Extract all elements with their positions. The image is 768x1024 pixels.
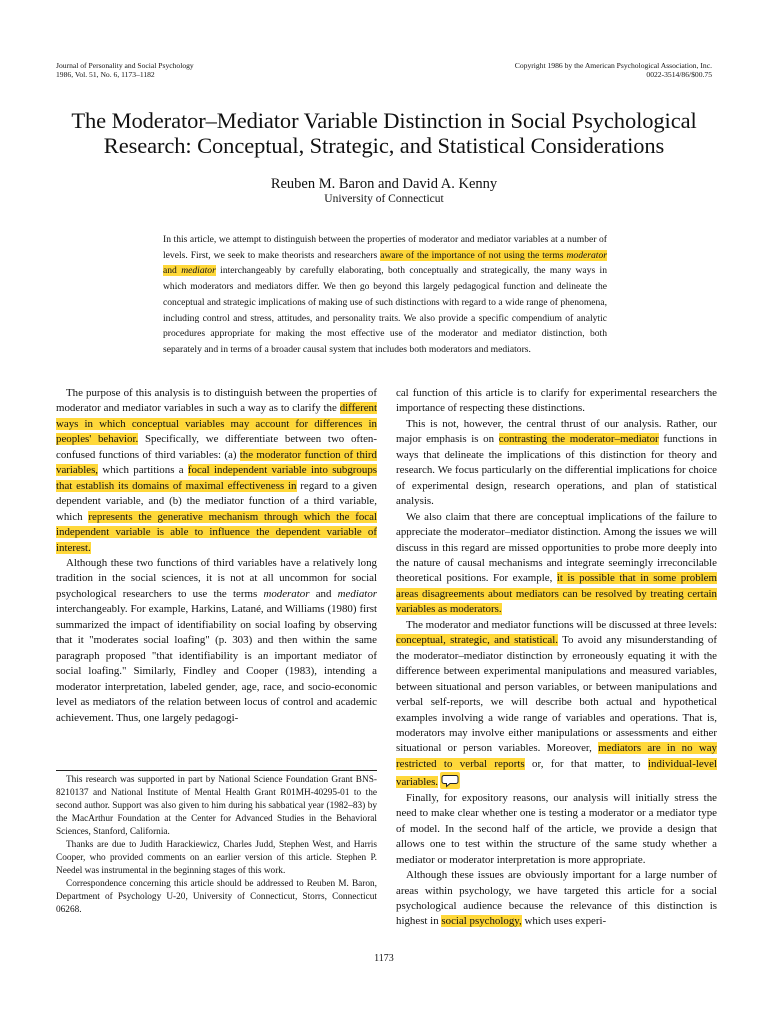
paragraph: The purpose of this analysis is to distinguish between the properties of moderator and mediator variables in such a way as to clarify the different ways in which conceptual variables may account for differences in peoples' behavior. Specifically, we differentiate between two often-confused functions of third variables: (a) the moderator function of third variables, which partitions a focal independent variable into subgroups that establish its domains of maximal effectiveness in regard to a given dependent variable, and (b) the mediator function of a third variable, which represents the generative mechanism through which the focal independent variable is able to influence the dependent variable of interest. <box>56 387 377 554</box>
abstract-text: In this article, we attempt to distinguish between the properties of moderator and mediator variables at a number of levels. First, we seek to make theorists and researchers <box>163 234 607 261</box>
issn-line: 0022-3514/86/$00.75 <box>646 70 712 79</box>
footnotes <box>56 770 377 917</box>
highlight[interactable]: individual-level variables. <box>396 757 717 789</box>
copyright-notice <box>515 61 712 79</box>
highlight[interactable]: represents the generative mechanism through which the focal independent variable is able to influence the dependent variable of interest. <box>56 510 377 554</box>
authors: Reuben M. Baron and David A. Kenny <box>270 176 498 192</box>
page-number: 1173 <box>374 953 394 964</box>
journal-volume: 1986, Vol. 51, No. 6, 1173–1182 <box>56 70 155 79</box>
affiliation: University of Connecticut <box>324 193 444 205</box>
highlight[interactable]: contrasting the moderator–mediator <box>498 433 659 446</box>
footnote: Correspondence concerning this article should be addressed to Reuben M. Baron, Department of Psychology U-20, University of Connecticut, Storrs, Connecticut 06268. <box>56 879 377 915</box>
paragraph: This is not, however, the central thrust of our analysis. Rather, our major emphasis is on contrasting the moderator–mediator functions in ways that delineate the implications of this distinction for theory and research. We focus particularly on the differential implications for choice of experimental design, research operations, and plan of statistical analysis. <box>396 417 717 508</box>
highlight[interactable]: aware of the importance of not using the terms moderator and mediator <box>163 249 607 277</box>
highlight[interactable]: different ways in which conceptual variables may account for differences in peoples' behavior. <box>56 402 377 446</box>
paragraph: cal function of this article is to clarify for experimental researchers the importance of respecting these distinctions. <box>396 387 717 415</box>
paragraph: Finally, for expository reasons, our analysis will initially stress the need to make clear whether one is testing a moderator or a mediator type of model. In the second half of the article, we provide a design that allows one to test within the structure of the same study whether a mediator or moderator interpretation is more appropriate. <box>396 791 717 866</box>
abstract-text: interchangeably by carefully elaborating, both conceptually and strategically, the many ways in which moderators and mediators differ. We then go beyond this largely pedagogical function and delineate the conceptual and strategic implications of making use of such distinctions with regard to a wide range of phenomena, including control and stress, attitudes, and personality traits. We also provide a specific compendium of analytic procedures appropriate for making the most effective use of the moderator and mediator distinction, both separately and in terms of a broader causal system that includes both moderators and mediators. <box>163 265 607 355</box>
highlight[interactable]: focal independent variable into subgroups that establish its domains of maximal effectiveness in <box>56 464 377 492</box>
right-column <box>396 386 717 930</box>
journal-name: Journal of Personality and Social Psychology <box>56 61 194 70</box>
paragraph: Although these two functions of third variables have a relatively long tradition in the social sciences, it is not at all uncommon for social psychological researchers to use the terms moderator and mediator interchangeably. For example, Harkins, Latané, and Williams (1980) first summarized the impact of identifiability on social loafing by observing that it "moderates social loafing" (p. 303) and then within the same paragraph proposed "that identifiability is an important mediator of social loafing." Similarly, Findley and Cooper (1983), intending a moderator interpretation, labeled gender, age, race, and socio-economic level as mediators of the relation between locus of control and academic achievement. Thus, one largely pedagogi- <box>56 556 377 724</box>
footnote: Thanks are due to Judith Harackiewicz, Charles Judd, Stephen West, and Harris Cooper, who provided comments on an earlier version of this article. Stephen P. Needel was instrumental in the beginning stages of this work. <box>56 840 377 876</box>
journal-citation <box>56 61 194 79</box>
highlight[interactable]: it is possible that in some problem areas disagreements about mediators can be resolved by treating certain variables as moderators. <box>396 572 717 616</box>
comment-bubble-icon[interactable] <box>440 772 460 789</box>
highlight[interactable]: social psychology, <box>441 915 522 928</box>
abstract <box>163 232 607 358</box>
title-line-1: The Moderator–Mediator Variable Distinction in Social Psychological <box>71 108 697 133</box>
paragraph: We also claim that there are conceptual implications of the failure to appreciate the moderator–mediator distinction. Among the issues we will discuss in this regard are missed opportunities to probe more deeply into the nature of causal mechanisms and integrate seemingly irreconcilable theoretical positions. For example, it is possible that in some problem areas disagreements about mediators can be resolved by treating certain variables as moderators. <box>396 510 717 616</box>
highlight[interactable]: mediators are in no way restricted to verbal reports <box>396 742 717 770</box>
footnote: This research was supported in part by National Science Foundation Grant BNS-8210137 and National Institute of Mental Health Grant R01MH-40295-01 to the second author. Support was also given to him during his sabbatical year (1982–83) by the MacArthur Foundation at the Center for Advanced Studies in the Behavioral Sciences, Stanford, California. <box>56 775 377 837</box>
left-column <box>56 386 377 726</box>
copyright-line: Copyright 1986 by the American Psychological Association, Inc. <box>514 61 712 70</box>
article-title <box>40 108 728 158</box>
highlight[interactable]: conceptual, strategic, and statistical. <box>396 634 558 647</box>
paragraph: Although these issues are obviously important for a large number of areas within psychology, we have targeted this article for a social psychological audience because the relevance of this distinction is highest in social psychology, which uses experi- <box>396 869 717 928</box>
paragraph: The moderator and mediator functions will be discussed at three levels: conceptual, strategic, and statistical. To avoid any misunderstanding of the moderator–mediator distinction by erroneously equating it with the difference between experimental manipulations and measured variables, between situational and person variables, or between manipulations and verbal self-reports, we will describe both actual and hypothetical examples involving a wide range of variables and operations. That is, moderators may involve either manipulations or assessments and either situational or person variables. Moreover, mediators are in no way restricted to verbal reports or, for that matter, to individual-level variables. <box>396 618 718 789</box>
highlight[interactable]: the moderator function of third variables, <box>56 448 377 477</box>
title-line-2: Research: Conceptual, Strategic, and Statistical Considerations <box>103 133 665 158</box>
